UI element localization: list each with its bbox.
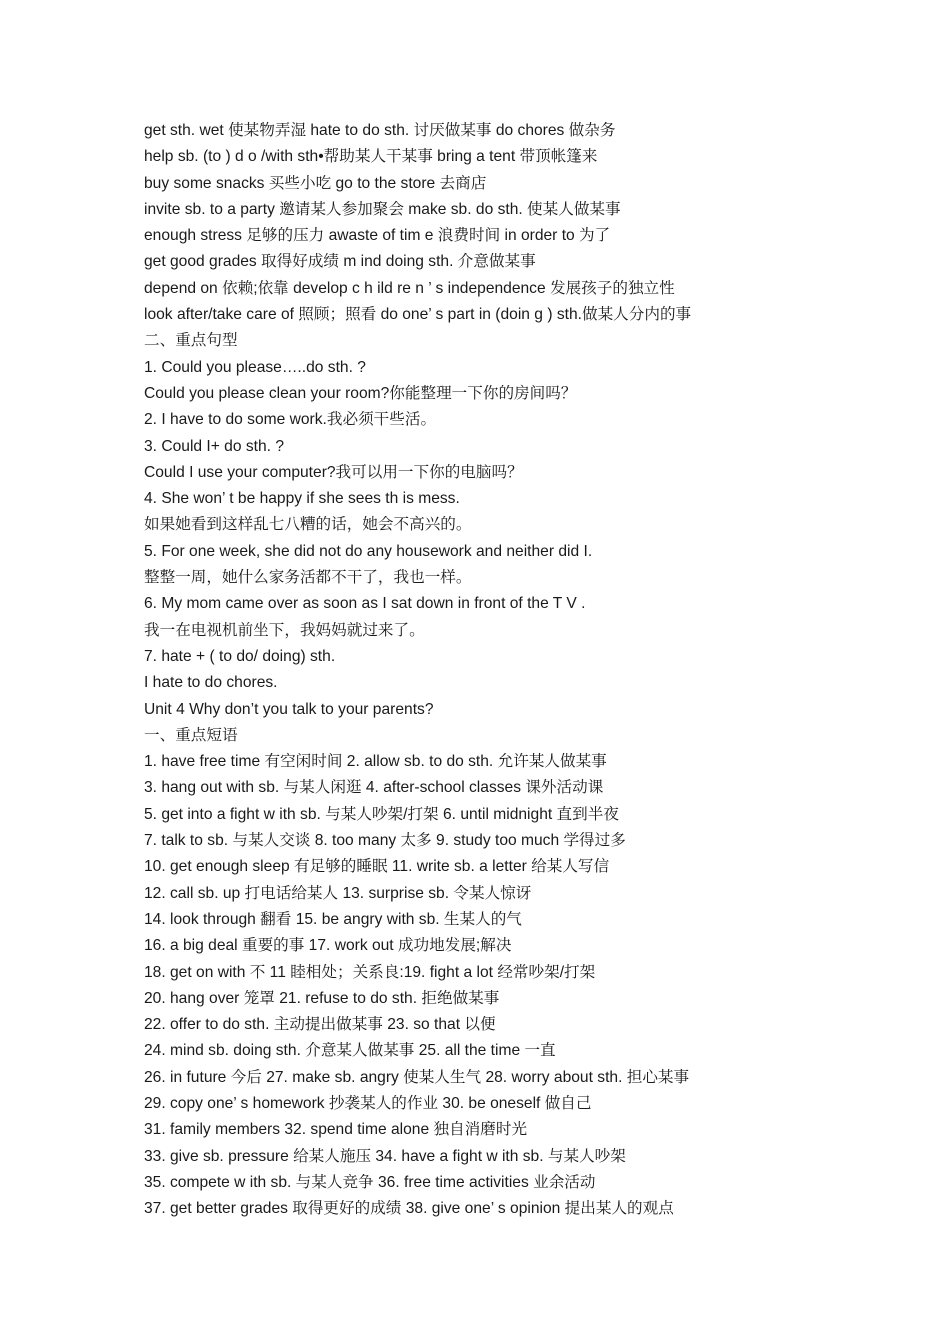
text-line: invite sb. to a party 邀请某人参加聚会 make sb. do sth. 使某人做某事 [144,200,621,218]
text-line: 12. call sb. up 打电话给某人 13. surprise sb. 令某人惊讶 [144,884,532,902]
text-line: 7. talk to sb. 与某人交谈 8. too many 太多 9. study too much 学得过多 [144,832,626,850]
text-line: 6. My mom came over as soon as I sat down in front of the T V . [144,595,586,613]
text-line: look after/take care of 照顾；照看 do one’ s part in (doin g ) sth.做某人分内的事 [144,306,692,324]
text-line: 1. have free time 有空闲时间 2. allow sb. to do sth. 允许某人做某事 [144,753,607,771]
text-line: enough stress 足够的压力 awaste of tim e 浪费时间 in order to 为了 [144,227,611,245]
text-line: 7. hate + ( to do/ doing) sth. [144,647,336,665]
text-line: 3. Could I+ do sth. ? [144,437,285,455]
text-line: 37. get better grades 取得更好的成绩 38. give one’ s opinion 提出某人的观点 [144,1200,674,1218]
text-line: 29. copy one’ s homework 抄袭某人的作业 30. be oneself 做自己 [144,1094,592,1112]
text-line: 10. get enough sleep 有足够的睡眠 11. write sb. a letter 给某人写信 [144,858,610,876]
text-line: 35. compete w ith sb. 与某人竞争 36. free time activities 业余活动 [144,1173,596,1191]
text-line: 我一在电视机前坐下，我妈妈就过来了。 [144,621,425,639]
text-line: 26. in future 今后 27. make sb. angry 使某人生气 28. worry about sth. 担心某事 [144,1068,690,1086]
text-line: buy some snacks 买些小吃 go to the store 去商店 [144,174,487,192]
text-line: Could you please clean your room?你能整理一下你的房间吗？ [144,384,577,402]
text-line: 1. Could you please…..do sth. ? [144,358,366,376]
text-line: 整整一周，她什么家务活都不干了，我也一样。 [144,569,472,587]
text-line: 5. get into a fight w ith sb. 与某人吵架/打架 6. until midnight 直到半夜 [144,805,619,823]
unit-heading: Unit 4 Why don’t you talk to your parents? [144,700,434,718]
text-line: 14. look through 翻看 15. be angry with sb. 生某人的气 [144,910,522,928]
text-line: depend on 依赖;依靠 develop c h ild re n ’ s independence 发展孩子的独立性 [144,279,675,297]
text-line: I hate to do chores. [144,674,278,692]
text-line: help sb. (to ) d o /with sth•帮助某人干某事 bring a tent 带顶帐篷来 [144,148,598,166]
text-line: 3. hang out with sb. 与某人闲逛 4. after-school classes 课外活动课 [144,779,604,797]
text-line: 18. get on with 不 11 睦相处；关系良:19. fight a lot 经常吵架/打架 [144,963,596,981]
section-heading: 二、重点句型 [144,332,238,350]
text-line: 16. a big deal 重要的事 17. work out 成功地发展;解决 [144,937,512,955]
text-line: 31. family members 32. spend time alone 独自消磨时光 [144,1121,528,1139]
section-heading: 一、重点短语 [144,726,238,744]
text-line: 33. give sb. pressure 给某人施压 34. have a fight w ith sb. 与某人吵架 [144,1147,626,1165]
text-line: get sth. wet 使某物弄湿 hate to do sth. 讨厌做某事 do chores 做杂务 [144,122,616,139]
text-line: 4. She won’ t be happy if she sees th is mess. [144,490,460,508]
text-line: 如果她看到这样乱七八糟的话，她会不高兴的。 [144,516,472,534]
document-body [144,118,924,1222]
text-line: 24. mind sb. doing sth. 介意某人做某事 25. all the time 一直 [144,1042,556,1060]
text-line: get good grades 取得好成绩 m ind doing sth. 介意做某事 [144,253,536,271]
text-line: 2. I have to do some work.我必须干些活。 [144,411,437,429]
text-line: 22. offer to do sth. 主动提出做某事 23. so that 以便 [144,1016,496,1034]
text-line: 20. hang over 笼罩 21. refuse to do sth. 拒绝做某事 [144,989,500,1007]
text-line: Could I use your computer?我可以用一下你的电脑吗？ [144,463,523,481]
text-line: 5. For one week, she did not do any housework and neither did I. [144,542,593,560]
